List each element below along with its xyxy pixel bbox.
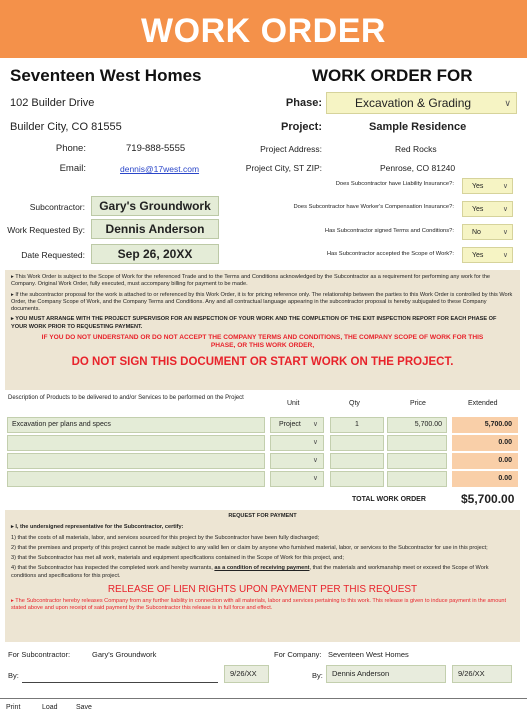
row-4-unit-select[interactable]: [270, 471, 324, 487]
terms-signed-select[interactable]: [462, 224, 513, 240]
row-3-extended: 0.00: [452, 453, 518, 469]
company-phone: 719-888-5555: [126, 143, 186, 154]
project-city-label: Project City, ST ZIP:: [245, 163, 322, 173]
chevron-down-icon: ∨: [502, 229, 508, 236]
row-2-unit-select[interactable]: [270, 435, 324, 451]
certify-4: [11, 565, 514, 580]
release-text: ▸ The Subcontractor hereby releases Company from any further liability in connection with all materials, labor and services pertaining to this work. This release is given to induce payment in the amount stated above and upon receipt of said payment by the Subcontractor this release is in full force and effect.: [11, 597, 507, 612]
for-subcontractor-label: For Subcontractor:: [8, 650, 71, 659]
chevron-down-icon: ∨: [312, 475, 318, 482]
row-1-qty[interactable]: 1: [330, 417, 384, 433]
payment-section: [5, 510, 520, 642]
company-name: Seventeen West Homes: [10, 66, 202, 85]
requested-by-field[interactable]: Dennis Anderson: [91, 219, 219, 239]
chevron-down-icon: ∨: [502, 252, 508, 259]
total-value: $5,700.00: [461, 492, 515, 506]
chevron-down-icon: ∨: [312, 457, 318, 464]
row-4-extended: 0.00: [452, 471, 518, 487]
description-header: Description of Products to be delivered to and/or Services to be performed on the Project: [8, 395, 244, 401]
bottom-divider: [0, 698, 527, 699]
company-address-line2: Builder City, CO 81555: [10, 121, 122, 133]
workers-comp-value: Yes: [472, 206, 484, 213]
phase-select[interactable]: [326, 92, 517, 114]
question-liability: Does Subcontractor have Liability Insurance?:: [335, 181, 454, 187]
row-1-extended: 5,700.00: [452, 417, 518, 433]
certify-3: 3) that the Subcontractor has met all work, materials and equipment specifications contained in the Scope of Work for this project, and;: [11, 555, 344, 562]
chevron-down-icon: ∨: [502, 206, 508, 213]
extended-header: Extended: [468, 400, 498, 407]
row-3-qty[interactable]: [330, 453, 384, 469]
row-1-description[interactable]: Excavation per plans and specs: [7, 417, 265, 433]
row-2-qty[interactable]: [330, 435, 384, 451]
subcontractor-label: Subcontractor:: [29, 202, 85, 212]
liability-value: Yes: [472, 183, 484, 190]
project-value: Sample Residence: [369, 121, 467, 133]
price-header: Price: [410, 400, 426, 407]
print-tab[interactable]: Print: [6, 704, 21, 711]
certify-1: 1) that the costs of all materials, labor, and services sourced for this project by the Subcontractor have been fully discharged;: [11, 534, 320, 541]
company-by-label: By:: [312, 671, 323, 680]
company-address-line1: 102 Builder Drive: [10, 97, 95, 109]
certify-4-part-c: , that the materials and workmanship meet or exceed the Scope of Work conditions and specifications for this project.: [11, 565, 489, 579]
liability-select[interactable]: [462, 178, 513, 194]
row-2-description[interactable]: [7, 435, 265, 451]
chevron-down-icon: ∨: [502, 183, 508, 190]
total-label: TOTAL WORK ORDER: [352, 496, 426, 503]
phase-value: Excavation & Grading: [355, 96, 472, 110]
date-requested-label: Date Requested:: [21, 250, 85, 260]
certify-4-part-a: 4) that the Subcontractor has inspected the completed work and hereby warrants,: [11, 565, 213, 572]
terms-warning: IF YOU DO NOT UNDERSTAND OR DO NOT ACCEPT THE COMPANY TERMS AND CONDITIONS, THE COMPANY SCOPE OF WORK FOR THIS PHASE, OR THIS WORK ORDER,: [41, 333, 484, 350]
date-requested-field[interactable]: Sep 26, 20XX: [91, 244, 219, 264]
terms-section: [5, 270, 520, 390]
email-label: Email:: [59, 163, 86, 174]
phase-label: Phase:: [285, 97, 322, 109]
row-4-qty[interactable]: [330, 471, 384, 487]
project-address-label: Project Address:: [260, 144, 322, 154]
workers-comp-select[interactable]: [462, 201, 513, 217]
row-1-unit-select[interactable]: [270, 417, 324, 433]
row-2-price[interactable]: [387, 435, 447, 451]
row-2-extended: 0.00: [452, 435, 518, 451]
work-order-for-heading: WORK ORDER FOR: [312, 66, 473, 85]
company-by-field[interactable]: Dennis Anderson: [326, 665, 446, 683]
terms-paragraph-3: ▸ YOU MUST ARRANGE WITH THE PROJECT SUPERVISOR FOR AN INSPECTION OF YOUR WORK AND THE COMPLETION OF THE EXIT INSPECTION REPORT FOR EACH PHASE OF YOUR WORK PRIOR TO REQUESTING PAYMENT.: [11, 316, 497, 330]
phone-label: Phone:: [55, 143, 86, 154]
payment-heading: REQUEST FOR PAYMENT: [228, 513, 297, 519]
scope-accepted-value: Yes: [472, 252, 484, 259]
row-4-price[interactable]: [387, 471, 447, 487]
row-1-price[interactable]: 5,700.00: [387, 417, 447, 433]
page-title: WORK ORDER: [0, 0, 527, 58]
chevron-down-icon: ∨: [312, 421, 318, 428]
sub-signature-line: [22, 682, 218, 683]
terms-signed-value: No: [472, 229, 481, 236]
company-date-field[interactable]: 9/26/XX: [452, 665, 512, 683]
company-email-link[interactable]: dennis@17west.com: [120, 164, 200, 174]
project-address-value: Red Rocks: [395, 144, 437, 154]
for-company-value: Seventeen West Homes: [328, 650, 409, 659]
row-3-price[interactable]: [387, 453, 447, 469]
row-1-unit-value: Project: [279, 421, 301, 428]
payment-intro: ▸ I, the undersigned representative for the Subcontractor, certify:: [11, 524, 184, 531]
subcontractor-field[interactable]: Gary's Groundwork: [91, 196, 219, 216]
qty-header: Qty: [349, 400, 360, 407]
terms-paragraph-1: ▸ This Work Order is subject to the Scope of Work for the referenced Trade and to the Terms and Conditions acknowledged by the Subcontractor as a requirement for performing any work for the Company. Original Work Order, fully executed, must accompany billing for payment to be made.: [11, 274, 491, 288]
question-terms-signed: Has Subcontractor signed Terms and Conditions?:: [324, 228, 454, 234]
sub-by-label: By:: [8, 671, 19, 680]
load-tab[interactable]: Load: [42, 704, 58, 711]
terms-do-not-sign: DO NOT SIGN THIS DOCUMENT OR START WORK ON THE PROJECT.: [71, 355, 454, 368]
chevron-down-icon: ∨: [312, 439, 318, 446]
sub-date-field[interactable]: 9/26/XX: [224, 665, 269, 683]
row-3-description[interactable]: [7, 453, 265, 469]
line-items-table: [5, 414, 520, 494]
save-tab[interactable]: Save: [76, 704, 92, 711]
chevron-down-icon: ∨: [504, 98, 511, 108]
certify-2: 2) that the premises and property of this project cannot be made subject to any valid lien or claim by anyone who furnished material, labor, or services to the Subcontractor for use in this project;: [11, 544, 488, 551]
project-city-value: Penrose, CO 81240: [380, 163, 456, 173]
project-label: Project:: [281, 121, 322, 133]
release-heading: RELEASE OF LIEN RIGHTS UPON PAYMENT PER THIS REQUEST: [107, 583, 418, 595]
for-subcontractor-value: Gary's Groundwork: [92, 650, 157, 659]
unit-header: Unit: [287, 400, 300, 407]
for-company-label: For Company:: [274, 650, 322, 659]
question-workers-comp: Does Subcontractor have Worker's Compensation Insurance?:: [293, 204, 454, 210]
row-4-description[interactable]: [7, 471, 265, 487]
requested-by-label: Work Requested By:: [7, 225, 85, 235]
row-3-unit-select[interactable]: [270, 453, 324, 469]
scope-accepted-select[interactable]: [462, 247, 513, 263]
question-scope-accepted: Has Subcontractor accepted the Scope of Work?:: [326, 251, 454, 257]
terms-paragraph-2: ▸ If the subcontractor proposal for the work is attached to or referenced by this Work Order, it is for pricing reference only. The relationship between the parties to this Work Order is controlled by this Work Order, the Company Scope of Work, and the Company Terms and Conditions. Any and all contractual language appearing in the subcontractor proposal is hereby subjugated to these Company documents.: [11, 291, 513, 313]
certify-4-condition: as a condition of receiving payment: [214, 565, 310, 572]
